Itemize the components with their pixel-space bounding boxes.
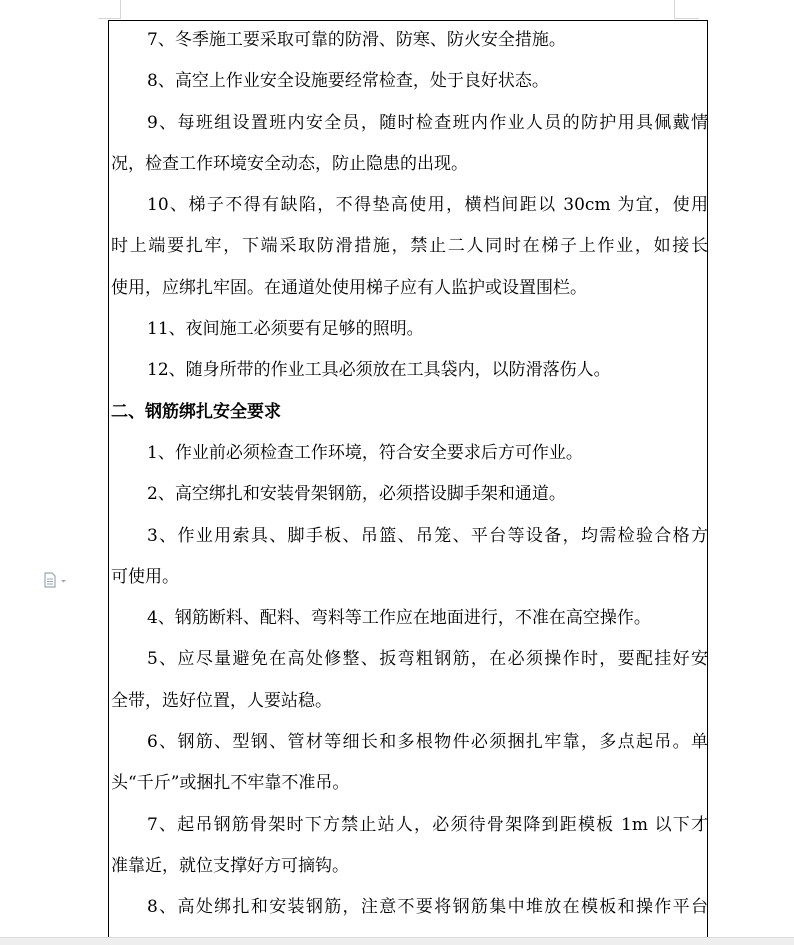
paragraph-line: 7、起吊钢筋骨架时下方禁止站人，必须待骨架降到距模板 1m 以下才 bbox=[147, 814, 708, 835]
paragraph-line: 1、作业前必须检查工作环境，符合安全要求后方可作业。 bbox=[147, 442, 583, 463]
paragraph-line: 2、高空绑扎和安装骨架钢筋，必须搭设脚手架和通道。 bbox=[147, 484, 566, 505]
document-options-icon[interactable] bbox=[42, 572, 70, 588]
paragraph-line: 5、应尽量避免在高处修整、扳弯粗钢筋，在必须操作时，要配挂好安 bbox=[147, 649, 708, 670]
page-corner-mark-right bbox=[674, 0, 699, 19]
paragraph-line: 时上端要扎牢，下端采取防滑措施，禁止二人同时在梯子上作业，如接长 bbox=[111, 236, 708, 257]
paragraph-line: 12、随身所带的作业工具必须放在工具袋内，以防滑落伤人。 bbox=[147, 360, 611, 381]
document-body[interactable] bbox=[111, 20, 708, 929]
paragraph-line: 全带，选好位置，人要站稳。 bbox=[111, 690, 332, 711]
paragraph-line: 8、高空上作业安全设施要经常检查，处于良好状态。 bbox=[147, 71, 549, 92]
paragraph-line: 6、钢筋、型钢、管材等细长和多根物件必须捆扎牢靠，多点起吊。单 bbox=[147, 732, 708, 753]
paragraph-line: 3、作业用索具、脚手板、吊篮、吊笼、平台等设备，均需检验合格方 bbox=[147, 525, 708, 546]
paragraph-line: 7、冬季施工要采取可靠的防滑、防寒、防火安全措施。 bbox=[147, 30, 566, 50]
paragraph-line: 使用，应绑扎牢固。在通道处使用梯子应有人监护或设置围栏。 bbox=[111, 277, 587, 298]
paragraph-line: 况，检查工作环境安全动态，防止隐患的出现。 bbox=[111, 153, 468, 174]
paragraph-line: 头“千斤”或捆扎不牢靠不准吊。 bbox=[111, 773, 350, 794]
page-corner-mark-left bbox=[98, 0, 121, 19]
paragraph-line: 4、钢筋断料、配料、弯料等工作应在地面进行，不准在高空操作。 bbox=[147, 608, 651, 629]
paragraph-line: 10、梯子不得有缺陷，不得垫高使用，横档间距以 30cm 为宜，使用 bbox=[147, 195, 708, 216]
paragraph-line: 可使用。 bbox=[111, 566, 179, 587]
paragraph-line: 11、夜间施工必须要有足够的照明。 bbox=[147, 319, 424, 340]
paragraph-line: 准靠近，就位支撑好方可摘钩。 bbox=[111, 855, 349, 876]
status-bar-strip bbox=[0, 937, 794, 945]
section-heading: 二、钢筋绑扎安全要求 bbox=[111, 401, 281, 422]
paragraph-line: 9、每班组设置班内安全员，随时检查班内作业人员的防护用具佩戴情 bbox=[147, 112, 708, 133]
paragraph-line: 8、高处绑扎和安装钢筋，注意不要将钢筋集中堆放在模板和操作平台 bbox=[147, 897, 708, 918]
